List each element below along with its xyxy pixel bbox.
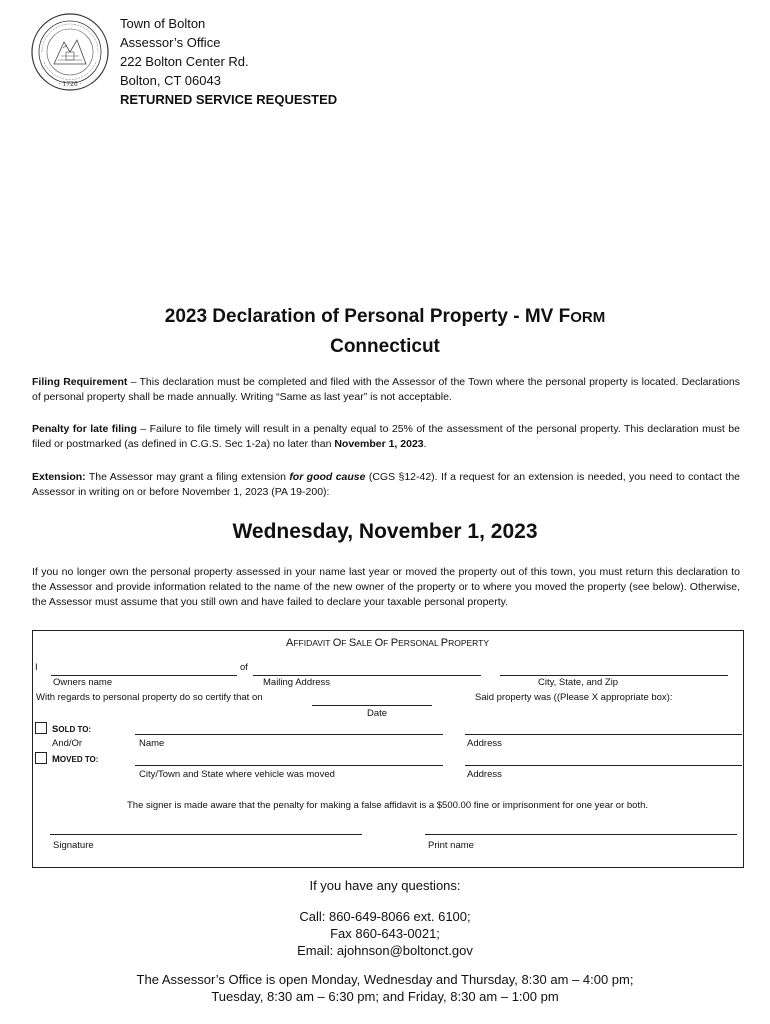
- form-title-main: 2023 Declaration of Personal Property - MV F: [164, 306, 571, 327]
- date-label: Date: [367, 708, 388, 719]
- penalty-end: .: [423, 438, 427, 450]
- city-town-label: City/Town and State where vehicle was moved: [139, 769, 335, 780]
- moved-to-label: MOVED TO:: [52, 754, 99, 765]
- extension-label: Extension:: [32, 471, 86, 483]
- extension-text-2: (CGS §12-42). If a request for an extension is needed, you need to contact the Assessor in writing on or before November 1, 2023 (PA 19-200):: [32, 471, 740, 498]
- moved-city-field[interactable]: [135, 765, 443, 766]
- contact-fax: Fax 860-643-0021;: [330, 926, 440, 941]
- and-or-label: And/Or: [52, 738, 83, 749]
- buyer-name-field[interactable]: [135, 734, 443, 735]
- sold-to-label: SOLD TO:: [52, 724, 92, 735]
- city-state-zip-field[interactable]: [500, 675, 728, 676]
- penalty-text: – Failure to file timely will result in a penalty equal to 25% of the assessment of the personal property. This declaration must be filed or postmarked (as defined in C.G.S. Sec 1-2a) no later than: [32, 423, 740, 450]
- date-field[interactable]: [312, 705, 432, 706]
- penalty-label: Penalty for late filing: [32, 423, 137, 435]
- due-date-heading: Wednesday, November 1, 2023: [232, 520, 538, 543]
- said-property-text: Said property was ((Please X appropriate box):: [475, 692, 673, 703]
- buyer-address-field[interactable]: [465, 734, 742, 735]
- extension-emphasis: for good cause: [289, 471, 366, 483]
- extension-text-1: The Assessor may grant a filing extension: [85, 471, 290, 483]
- moved-to-checkbox[interactable]: [35, 752, 47, 764]
- questions-heading: If you have any questions:: [309, 878, 461, 893]
- signature-label: Signature: [53, 840, 94, 851]
- svg-text:· 1720 ·: · 1720 ·: [58, 81, 82, 88]
- address-line-street: 222 Bolton Center Rd.: [120, 54, 249, 69]
- sold-to-checkbox[interactable]: [35, 722, 47, 734]
- form-title-smallcaps: ORM: [570, 309, 606, 326]
- owners-name-field[interactable]: [51, 675, 237, 676]
- name-label: Name: [139, 738, 165, 749]
- address-line-town: Town of Bolton: [120, 16, 206, 31]
- mailing-address-field[interactable]: [253, 675, 481, 676]
- print-name-field[interactable]: [425, 834, 737, 835]
- returned-service-requested: RETURNED SERVICE REQUESTED: [120, 92, 338, 107]
- address-line-office: Assessor’s Office: [120, 35, 221, 50]
- city-state-zip-label: City, State, and Zip: [538, 677, 619, 688]
- office-hours-line-1: The Assessor’s Office is open Monday, Wednesday and Thursday, 8:30 am – 4:00 pm;: [136, 972, 634, 987]
- certify-text: With regards to personal property do so certify that on: [36, 692, 263, 703]
- contact-email: Email: ajohnson@boltonct.gov: [297, 943, 473, 958]
- moved-property-paragraph: If you no longer own the personal property assessed in your name last year or moved the property out of this town, you must return this declaration to the Assessor and provide information related to the name of the new owner of the property or to where you moved the property (see below). Otherwise, the Assessor must assume that you still own and have failed to declare your taxable personal property.: [32, 566, 740, 608]
- form-subtitle: Connecticut: [330, 336, 440, 357]
- signature-field[interactable]: [50, 834, 362, 835]
- moved-address-field[interactable]: [465, 765, 742, 766]
- affidavit-box: [32, 630, 744, 868]
- penalty-paragraph: [32, 422, 740, 452]
- return-address: [120, 14, 337, 109]
- address-line-city: Bolton, CT 06043: [120, 73, 221, 88]
- address-label-2: Address: [467, 769, 502, 780]
- town-seal-logo: [30, 12, 110, 92]
- false-affidavit-notice: The signer is made aware that the penalty for making a false affidavit is a $500.00 fine or imprisonment for one year or both.: [126, 800, 649, 811]
- filing-requirement-label: Filing Requirement: [32, 376, 128, 388]
- filing-requirement-paragraph: [32, 375, 740, 405]
- form-title: [0, 304, 770, 331]
- owners-name-label: Owners name: [53, 677, 113, 688]
- contact-phone: Call: 860-649-8066 ext. 6100;: [299, 909, 471, 924]
- affidavit-title: AFFIDAVIT OF SALE OF PERSONAL PROPERTY: [285, 637, 490, 649]
- filing-requirement-text: – This declaration must be completed and filed with the Assessor of the Town where the personal property is located. Declarations of personal property shall be made annually. Writing “Same as last year” is not acceptable.: [32, 376, 740, 403]
- mailing-address-label: Mailing Address: [263, 677, 331, 688]
- address-label: Address: [467, 738, 502, 749]
- penalty-deadline: November 1, 2023: [334, 438, 424, 450]
- of-label: of: [240, 662, 248, 673]
- office-hours-line-2: Tuesday, 8:30 am – 6:30 pm; and Friday, 8:30 am – 1:00 pm: [211, 989, 559, 1004]
- extension-paragraph: [32, 470, 740, 500]
- i-label: I: [35, 662, 38, 673]
- print-name-label: Print name: [428, 840, 474, 851]
